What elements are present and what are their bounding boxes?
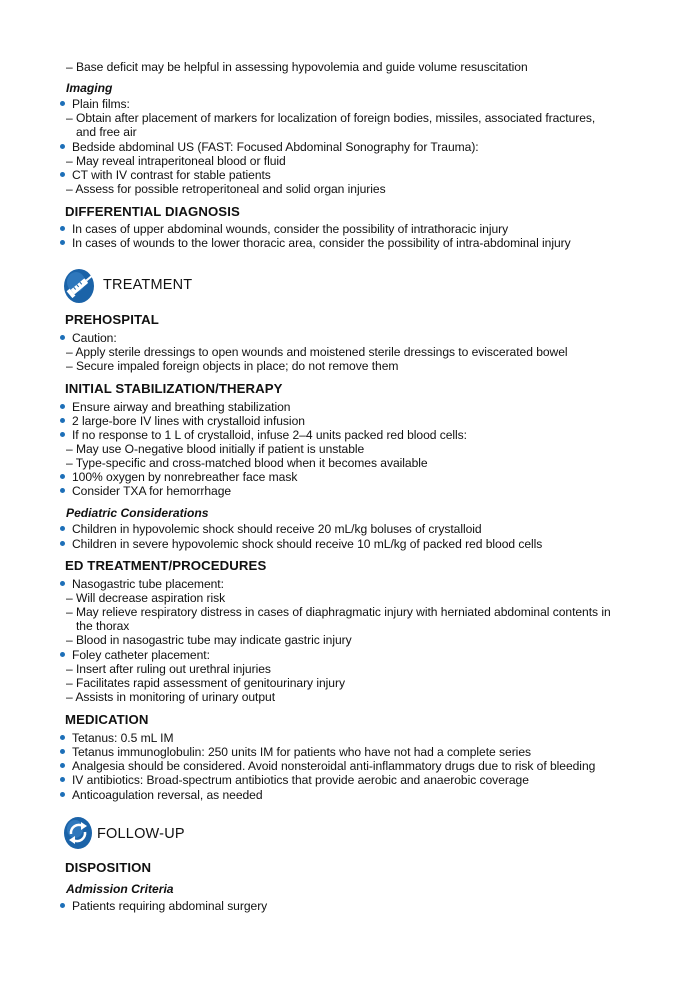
bullet-icon xyxy=(60,335,65,340)
medication-heading: MEDICATION xyxy=(65,712,149,727)
list-item: Patients requiring abdominal surgery xyxy=(72,899,268,913)
bullet-icon xyxy=(60,226,65,231)
bullet-icon xyxy=(60,526,65,531)
bullet-icon xyxy=(60,903,65,908)
list-item: – Secure impaled foreign objects in place; do not remove them xyxy=(66,359,399,373)
follow-up-heading: FOLLOW-UP xyxy=(97,826,185,842)
list-item: – Type-specific and cross-matched blood when it becomes available xyxy=(66,456,428,470)
pediatric-heading: Pediatric Considerations xyxy=(66,506,209,520)
bullet-icon xyxy=(60,763,65,768)
list-item: Plain films: xyxy=(72,97,130,111)
differential-diagnosis-heading: DIFFERENTIAL DIAGNOSIS xyxy=(65,204,240,219)
list-item: If no response to 1 L of crystalloid, infuse 2–4 units packed red blood cells: xyxy=(72,428,467,442)
list-item: and free air xyxy=(76,125,137,139)
bullet-icon xyxy=(60,581,65,586)
bullet-icon xyxy=(60,777,65,782)
list-item: Consider TXA for hemorrhage xyxy=(72,484,232,498)
admission-criteria-heading: Admission Criteria xyxy=(66,882,174,896)
bullet-icon xyxy=(60,541,65,546)
bullet-icon xyxy=(60,101,65,106)
list-item: – Apply sterile dressings to open wounds and moistened sterile dressings to eviscerated bowel xyxy=(66,345,568,359)
list-item: Bedside abdominal US (FAST: Focused Abdominal Sonography for Trauma): xyxy=(72,140,479,154)
list-item: Tetanus immunoglobulin: 250 units IM for patients who have not had a complete series xyxy=(72,745,531,759)
imaging-heading: Imaging xyxy=(66,81,113,95)
list-item: – Obtain after placement of markers for localization of foreign bodies, missiles, associated fractures, xyxy=(66,111,596,125)
list-item: – Facilitates rapid assessment of genitourinary injury xyxy=(66,676,345,690)
initial-stabilization-heading: INITIAL STABILIZATION/THERAPY xyxy=(65,381,283,396)
bullet-icon xyxy=(60,172,65,177)
bullet-icon xyxy=(60,144,65,149)
prehospital-heading: PREHOSPITAL xyxy=(65,312,159,327)
ed-treatment-heading: ED TREATMENT/PROCEDURES xyxy=(65,558,267,573)
bullet-icon xyxy=(60,488,65,493)
list-item: Ensure airway and breathing stabilization xyxy=(72,400,291,414)
list-item: – Will decrease aspiration risk xyxy=(66,591,226,605)
list-item: CT with IV contrast for stable patients xyxy=(72,168,271,182)
list-item: In cases of wounds to the lower thoracic area, consider the possibility of intra-abdominal injury xyxy=(72,236,571,250)
bullet-icon xyxy=(60,404,65,409)
bullet-icon xyxy=(60,240,65,245)
list-item: 2 large-bore IV lines with crystalloid infusion xyxy=(72,414,305,428)
list-item: – Assess for possible retroperitoneal and solid organ injuries xyxy=(66,182,386,196)
bullet-icon xyxy=(60,418,65,423)
list-item: IV antibiotics: Broad-spectrum antibiotics that provide aerobic and anaerobic coverage xyxy=(72,773,529,787)
list-item: Children in severe hypovolemic shock should receive 10 mL/kg of packed red blood cells xyxy=(72,537,543,551)
list-item: – Assists in monitoring of urinary output xyxy=(66,690,276,704)
list-item: Tetanus: 0.5 mL IM xyxy=(72,731,174,745)
list-item: the thorax xyxy=(76,619,130,633)
list-item: – Insert after ruling out urethral injuries xyxy=(66,662,271,676)
list-item: – May relieve respiratory distress in cases of diaphragmatic injury with herniated abdominal contents in xyxy=(66,605,611,619)
list-item: In cases of upper abdominal wounds, consider the possibility of intrathoracic injury xyxy=(72,222,509,236)
bullet-icon xyxy=(60,652,65,657)
list-item: – May reveal intraperitoneal blood or fluid xyxy=(66,154,286,168)
syringe-icon xyxy=(62,265,100,305)
list-item: 100% oxygen by nonrebreather face mask xyxy=(72,470,298,484)
bullet-icon xyxy=(60,474,65,479)
list-item: Foley catheter placement: xyxy=(72,648,210,662)
disposition-heading: DISPOSITION xyxy=(65,860,152,875)
list-item: Nasogastric tube placement: xyxy=(72,577,224,591)
list-item: – May use O-negative blood initially if patient is unstable xyxy=(66,442,365,456)
bullet-icon xyxy=(60,749,65,754)
bullet-icon xyxy=(60,735,65,740)
treatment-heading: TREATMENT xyxy=(103,277,193,293)
list-item: Analgesia should be considered. Avoid nonsteroidal anti-inflammatory drugs due to risk of bleeding xyxy=(72,759,596,773)
list-item: Anticoagulation reversal, as needed xyxy=(72,788,263,802)
bullet-icon xyxy=(60,432,65,437)
base-deficit-line: – Base deficit may be helpful in assessing hypovolemia and guide volume resuscitation xyxy=(66,60,528,74)
list-item: – Blood in nasogastric tube may indicate gastric injury xyxy=(66,633,352,647)
list-item: Children in hypovolemic shock should receive 20 mL/kg boluses of crystalloid xyxy=(72,522,482,536)
list-item: Caution: xyxy=(72,331,117,345)
follow-up-arrows-icon xyxy=(62,815,96,851)
bullet-icon xyxy=(60,792,65,797)
